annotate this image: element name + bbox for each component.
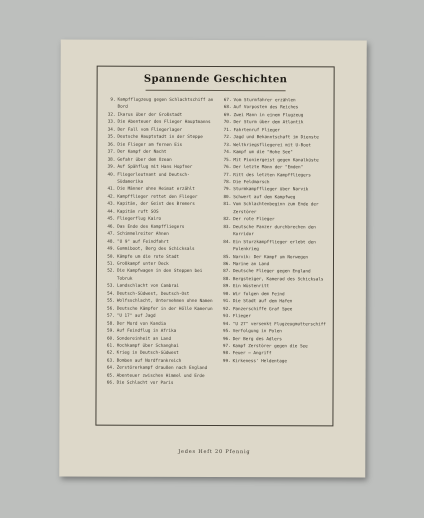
item-number: 52. [107, 269, 115, 275]
item-number: 89. [223, 284, 231, 290]
item-title: Fahrtenruf Flieger [233, 127, 281, 134]
item-number: 43. [107, 201, 116, 208]
item-title: Auf Vorposten des Reiches [233, 105, 299, 111]
item-number: 92. [223, 306, 231, 312]
item-number: 85. [223, 254, 232, 260]
item-number: 50. [107, 254, 116, 260]
right-column [219, 97, 332, 366]
item-number: 60. [106, 336, 115, 342]
item-title: Ein Sturzkampfflieger erlebt den Polenkrieg [233, 239, 316, 253]
item-number: 59. [106, 328, 115, 334]
item-number: 79. [223, 187, 232, 193]
item-title: Narvik: Der Kampf um Norwegen [232, 254, 309, 260]
item-number: 33. [107, 119, 116, 126]
item-number: 44. [107, 209, 116, 215]
item-title: Bomben auf Nordfrankreich [116, 358, 182, 364]
item-title: Großkampf unter Deck [116, 261, 169, 267]
left-column [103, 97, 216, 388]
item-title: Kirkeness' Heldentage [232, 358, 287, 365]
list-item [103, 171, 215, 186]
item-number: 78. [223, 180, 232, 186]
item-number: 64. [106, 365, 115, 371]
item-title: Der Fall vom Fliegerlager [117, 127, 183, 133]
item-title: Jagd und Bekanntschaft im Dienste [233, 135, 319, 141]
item-title: Kampfflieger rettet den Flieger [117, 194, 198, 200]
item-number: 99. [222, 358, 231, 364]
item-title: Die Stadt auf dem Hafen [232, 299, 293, 305]
item-number: 70. [223, 120, 232, 126]
item-title: Die Kampfwagen in den Steppen bei Tobruk [116, 269, 203, 282]
item-title: Kampf um die "Hohe See" [233, 150, 293, 156]
list-item [219, 201, 331, 216]
title-list-frame [95, 66, 334, 456]
item-number: 82. [223, 217, 232, 223]
item-number: 86. [223, 262, 231, 268]
item-number: 74. [223, 150, 232, 156]
item-number: 62. [106, 351, 115, 357]
item-title: "U 9" auf Feindfahrt [117, 239, 169, 245]
item-number: 61. [106, 343, 115, 349]
item-title: Fliegerflug Kairo [117, 216, 162, 223]
item-number: 88. [223, 276, 231, 282]
item-number: 68. [223, 105, 232, 111]
item-number: 73. [223, 142, 232, 148]
item-title: Sondereinheit an Land [116, 336, 172, 342]
item-number: 35. [107, 134, 116, 140]
item-title: Kapitän ruft SOS [117, 209, 159, 215]
item-title: Der rote Flieger [233, 217, 275, 223]
item-number: 81. [223, 202, 232, 208]
item-number: 71. [223, 127, 232, 133]
item-title: Der Mord von Kandia [116, 321, 166, 327]
item-number: 47. [107, 231, 116, 237]
item-title: Krieg in Deutsch-Südwest [116, 351, 179, 357]
item-number: 66. [106, 380, 115, 386]
item-title: Zerstörerkampf draußen nach England [116, 365, 208, 372]
item-number: 41. [107, 187, 116, 193]
item-number: 57. [107, 313, 115, 319]
item-title: Deutsche Flieger gegen England [232, 269, 311, 275]
item-title: Kampf Zerstörer gegen die See [232, 344, 308, 350]
booklet-back-cover [59, 39, 367, 477]
item-number: 67. [223, 98, 232, 104]
item-title: Abenteuer zwischen Himmel und Erde [116, 373, 205, 379]
item-number: 46. [107, 224, 116, 230]
item-title: Der Sturm über dem Atlantik [233, 120, 304, 126]
item-title: Gefahr über dem Ozean [117, 157, 172, 163]
item-title: Kämpfe um die rote Stadt [116, 254, 180, 260]
item-number: 32. [107, 112, 116, 118]
item-number: 65. [106, 373, 115, 379]
item-title: Ikarus über der Großstadt [117, 112, 183, 118]
item-title: Deutsche Hauptstadt in der Steppe [117, 134, 203, 141]
item-title: Der letzte Mann der "Emden" [233, 165, 304, 171]
item-number: 80. [223, 194, 232, 200]
item-number: 58. [106, 321, 115, 327]
item-number: 77. [223, 172, 232, 178]
list-item [219, 224, 331, 239]
item-title: Die Abenteuer des Flieger Hauptmanns [117, 120, 211, 126]
item-number: 51. [107, 261, 115, 267]
item-number: 48. [107, 239, 116, 245]
item-title: "U 27" versenkt Flugzeugmutterschiff [232, 321, 326, 327]
item-number: 96. [222, 336, 231, 342]
item-number: 87. [223, 269, 231, 275]
item-number: 91. [223, 299, 231, 305]
item-title: Hochkampf über Schanghai [116, 343, 179, 349]
item-number: 55. [107, 298, 115, 304]
item-title: Wolfsschlacht, Unternehmen ohne Namen [116, 298, 213, 305]
item-title: Deutsche Panzer durchbrechen den Korridor [233, 224, 316, 238]
item-title: Die Flieger am fernen Eis [117, 142, 183, 148]
item-title: Kampfflugzeug gegen Schlachtschiff an Bord [117, 97, 214, 111]
item-number: 37. [107, 149, 116, 155]
item-title: Marine an Land [232, 262, 270, 268]
item-title: Vom Schlachtenbeginn zum Ende der Zerstörer [233, 202, 319, 215]
item-title: Sturmkampfflieger über Narvik [233, 187, 309, 193]
item-number: 90. [223, 291, 231, 297]
item-title: Flieger [232, 314, 251, 320]
item-title: Landschlacht von Cambrai [116, 283, 180, 290]
item-title: Auf Feindflug in Afrika [116, 328, 177, 334]
item-title: Der Kampf der Nacht [117, 149, 167, 156]
item-number: 45. [107, 216, 116, 222]
item-number: 40. [107, 172, 116, 178]
item-title: Panzerschiffe Graf Spee [232, 306, 293, 312]
item-title: Feuer — Angriff [232, 351, 272, 357]
item-title: Bergsteiger, Kamerad des Schicksals [232, 276, 324, 283]
item-title: Schwert auf dem Kampfweg [233, 194, 296, 201]
item-number: 94. [222, 321, 231, 327]
item-title: Gummiboot, Berg des Schicksals [117, 246, 195, 252]
item-title: Mit Pioniergeist gegen Kanalküste [233, 157, 319, 163]
item-number: 84. [223, 239, 232, 245]
item-title: "U 17" auf Jagd [116, 313, 156, 319]
item-number: 38. [107, 157, 116, 163]
item-number: 53. [107, 283, 115, 289]
item-title: Die Feldmarsch [233, 180, 270, 186]
item-title: Auf Spähflug mit Hans Hopfner [117, 164, 193, 171]
item-number: 93. [223, 314, 231, 320]
item-number: 69. [223, 112, 232, 118]
item-title: Vom Sturmfahrer erzählen [233, 98, 296, 104]
item-number: 56. [107, 306, 115, 312]
item-number: 76. [223, 165, 232, 171]
list-item [103, 380, 215, 388]
item-title: Deutsche Kämpfer in der Hölle Kamerun [116, 306, 213, 312]
item-title: Deutsch-Südwest, Deutsch-Ost [116, 291, 190, 297]
list-item [103, 268, 215, 283]
item-number: 63. [106, 358, 115, 364]
item-title: Der Berg des Adlers [232, 336, 282, 342]
item-title: Schimmelreiter Ahnen [117, 231, 169, 238]
price-footer: Jedes Heft 20 Pfennig [178, 448, 251, 456]
item-title: Wir folgen dem Feind [232, 291, 285, 298]
item-number: 98. [222, 351, 231, 357]
item-title: Die Schlacht vor Paris [116, 380, 174, 387]
item-title: Die Männer ohne Heimat erzählt [117, 187, 195, 193]
item-number: 95. [222, 329, 231, 335]
item-number: 83. [223, 224, 232, 230]
title-rule [146, 90, 286, 91]
item-number: 97. [222, 343, 231, 350]
item-title: Ein Wüstenritt [232, 284, 270, 290]
item-number: 42. [107, 194, 116, 200]
item-number: 49. [107, 246, 116, 252]
item-title: Fliegerleutnant und Deutsch-Südamerika [117, 172, 190, 185]
item-title: Zwei Mann in einem Flugzeug [233, 112, 304, 119]
list-item [104, 97, 216, 112]
item-number: 54. [107, 291, 115, 297]
list-item [219, 358, 331, 366]
item-number: 36. [107, 142, 116, 148]
item-number: 9. [110, 97, 116, 103]
item-number: 39. [107, 164, 116, 170]
item-number: 75. [223, 157, 232, 163]
item-title: Ritt des letzten Kampffliegers [233, 172, 311, 178]
page-title: Spannende Geschichten [143, 73, 288, 86]
list-item [219, 239, 331, 254]
item-title: Verfolgung in Polen [232, 329, 282, 335]
item-number: 34. [107, 127, 116, 133]
item-title: Das Ende des Kampffliegers [117, 224, 185, 230]
item-title: Kapitän, der Geist des Bremers [117, 202, 195, 208]
item-title: Weltkriegsfliegerei mit U-Boot [233, 142, 312, 149]
item-number: 72. [223, 135, 232, 141]
